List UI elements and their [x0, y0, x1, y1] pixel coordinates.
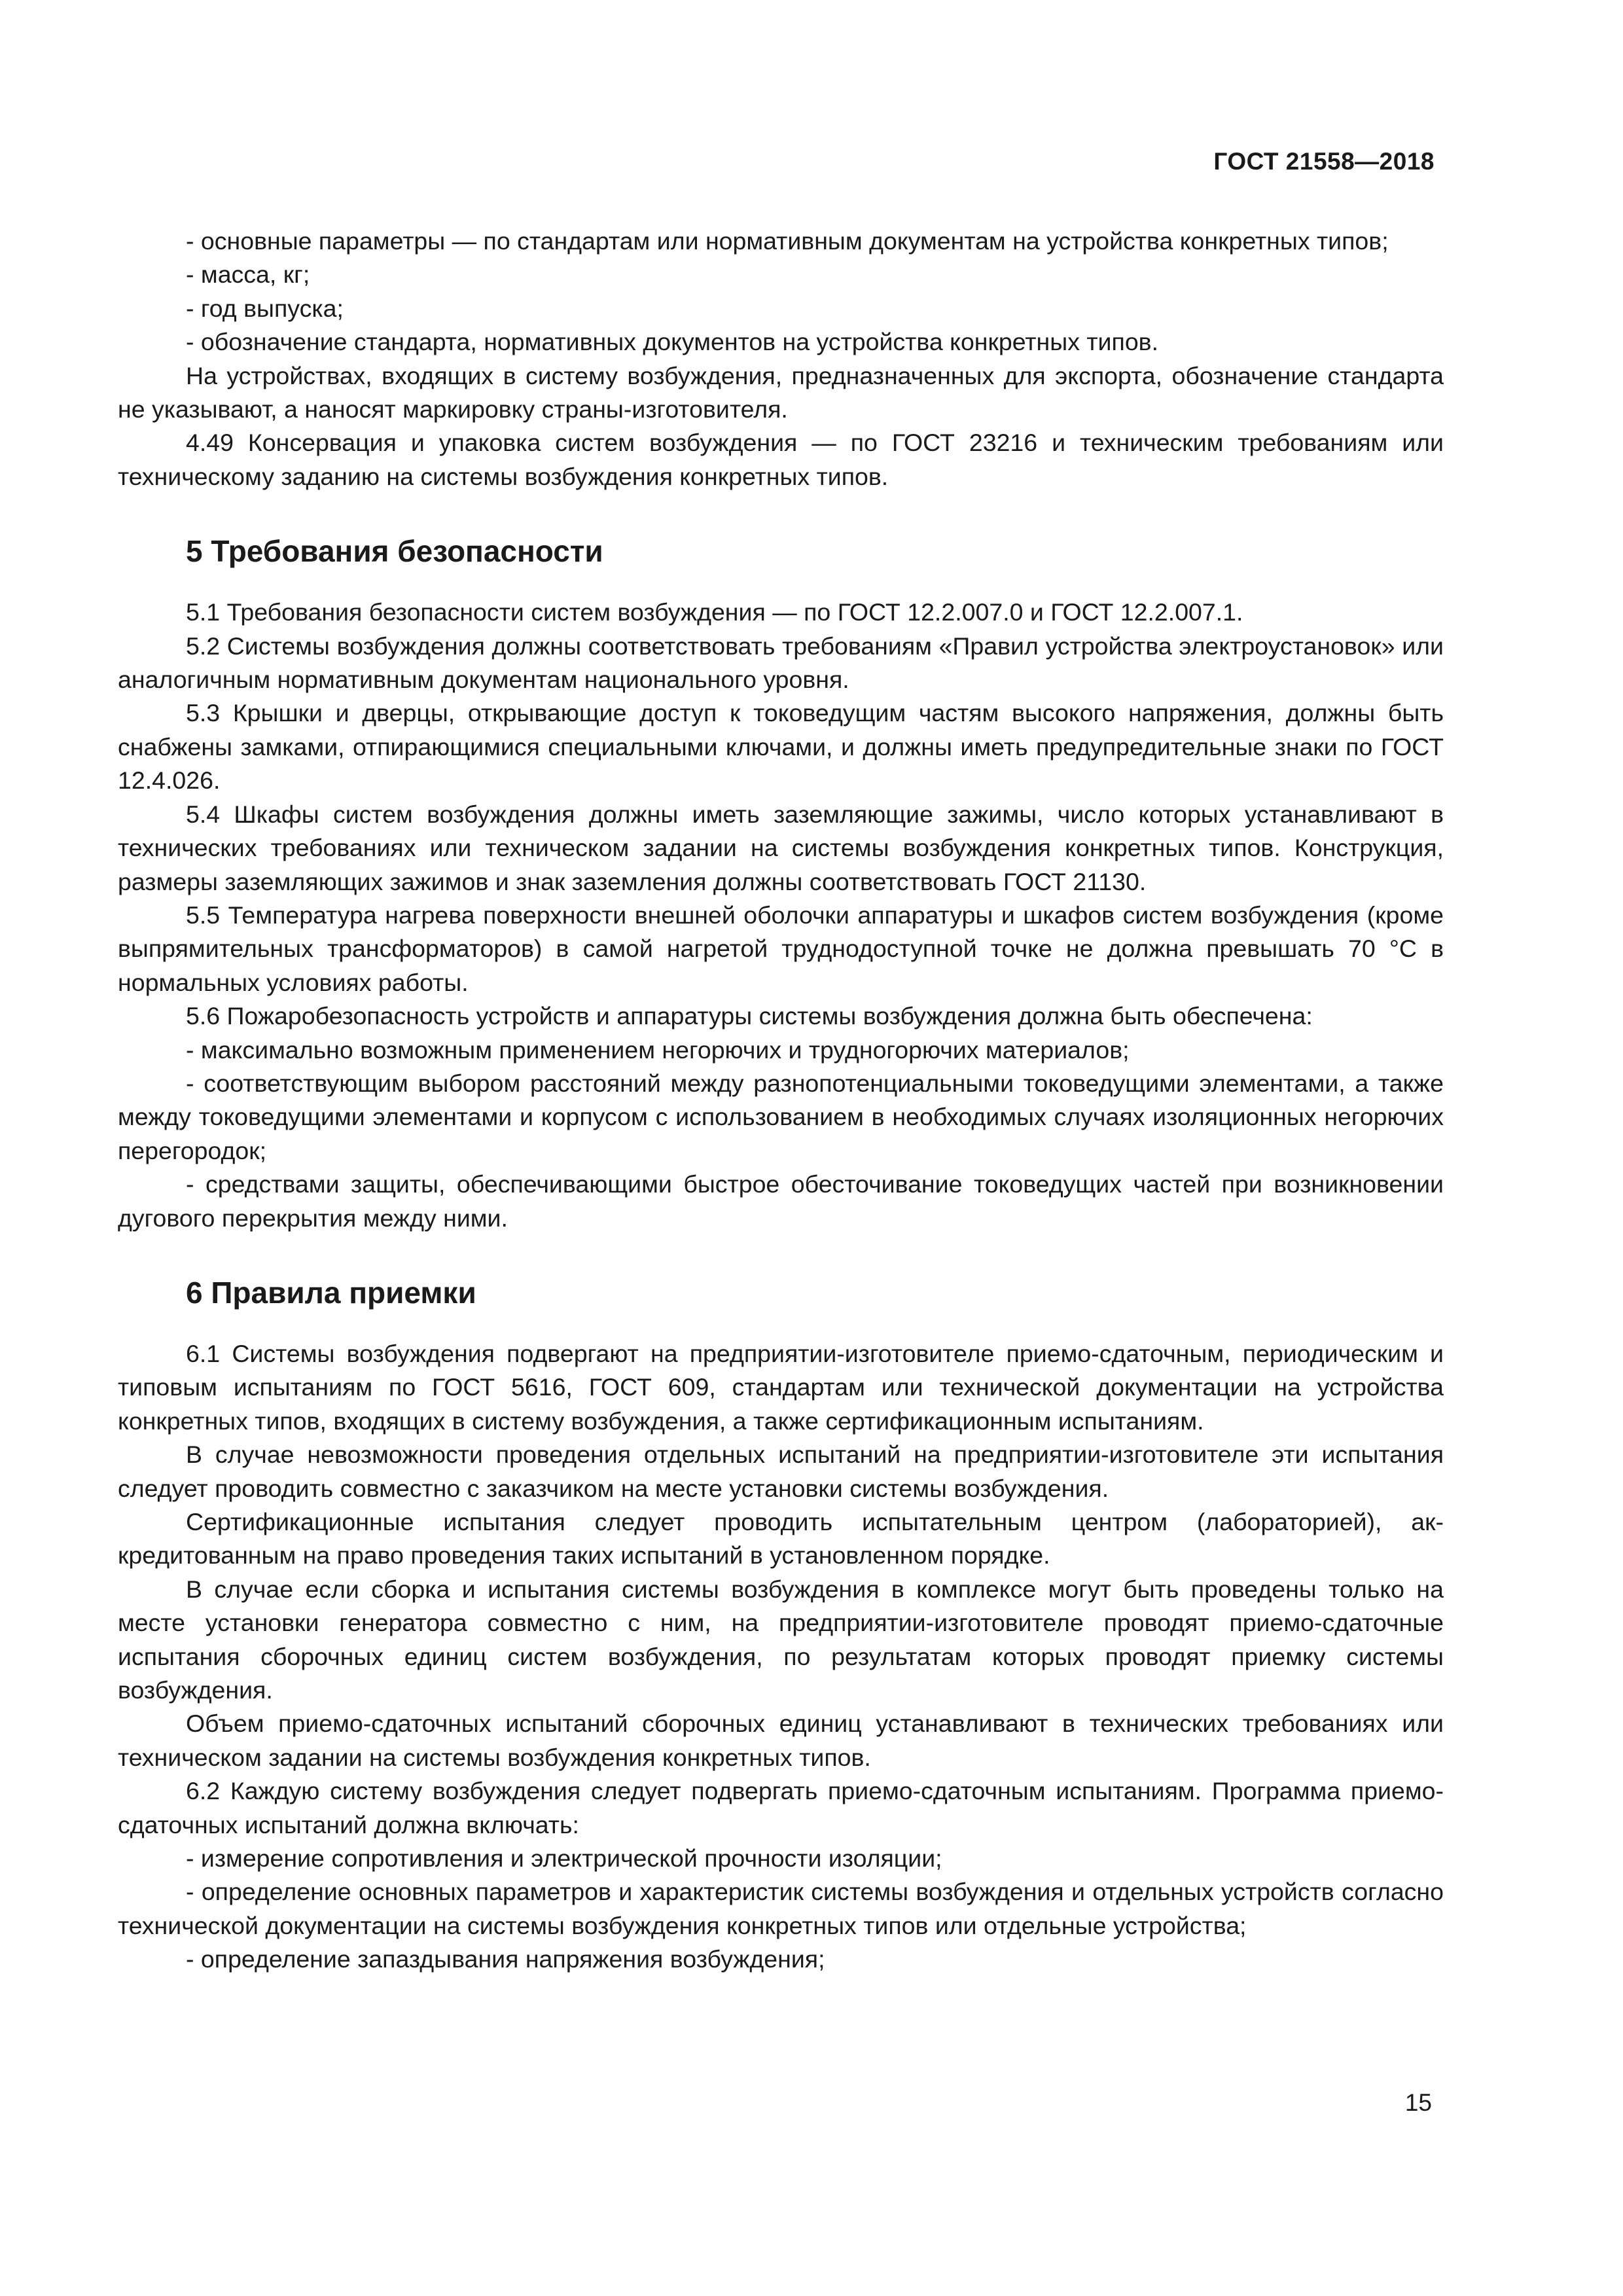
paragraph: В случае если сборка и испытания системы возбуждения в комплексе могут быть проведены только на месте установки генератора совместно с ним, на предприятии-изготовителе проводят приемо-сдаточные испытания сборочных единиц систем возбуждения, по результатам которых проводят приемку системы возбуждения.	[118, 1575, 1444, 1704]
section-6-heading: 6 Правила приемки	[186, 1275, 476, 1310]
paragraph-5-4: 5.4 Шкафы систем возбуждения должны иметь заземляющие зажимы, число которых устанавливают в технических требованиях или техническом задании на системы возбуждения конкретных типов. Конструкция, размеры заземляющих зажимов и знак заземления должны соответствовать ГОСТ 21130.	[118, 800, 1444, 895]
paragraph-5-1: 5.1 Требования безопасности систем возбуждения — по ГОСТ 12.2.007.0 и ГОСТ 12.2.007.1.	[186, 598, 1243, 626]
list-item: - максимально возможным применением негорючих и трудногорючих материалов;	[186, 1035, 1130, 1064]
paragraph: На устройствах, входящих в систему возбуждения, предназначенных для экспорта, обозначение стандарта не указывают, а наносят маркировку страны-изготовителя.	[118, 361, 1444, 423]
paragraph-5-2: 5.2 Системы возбуждения должны соответствовать требованиям «Правил устройства электроустановок» или аналогичным нормативным документам национального уровня.	[118, 632, 1444, 694]
paragraph-6-2: 6.2 Каждую систему возбуждения следует подвергать приемо-сдаточным испытаниям. Программа приемо-сдаточных испытаний должна включать:	[118, 1777, 1444, 1839]
document-body	[118, 224, 1444, 1977]
list-item: - масса, кг;	[186, 260, 310, 289]
paragraph-6-1: 6.1 Системы возбуждения подвергают на предприятии-изготовителе приемо-сдаточным, периодическим и типовым испытаниям по ГОСТ 5616, ГОСТ 609, стандартам или технической документации на устройства конкретных типов, входящих в систему возбуждения, а также сертификационным испытаниям.	[118, 1339, 1444, 1435]
paragraph-4-49: 4.49 Консервация и упаковка систем возбуждения — по ГОСТ 23216 и техническим требованиям или техническому заданию на системы возбуждения конкретных типов.	[118, 429, 1444, 490]
list-item: - обозначение стандарта, нормативных документов на устройства конкретных типов.	[186, 328, 1159, 356]
list-item: - основные параметры — по стандартам или нормативным документам на устройства конкретных типов;	[186, 227, 1389, 255]
paragraph: В случае невозможности проведения отдельных испытаний на предприятии-изготовителе эти испытания следует проводить совместно с заказчиком на месте установки системы возбуждения.	[118, 1441, 1444, 1502]
paragraph-5-3: 5.3 Крышки и дверцы, открывающие доступ к токоведущим частям высокого напряжения, должны быть снабжены замками, отпирающимися специальными ключами, и должны иметь предупредительные знаки по ГОСТ 12.4.026.	[118, 699, 1444, 795]
section-5-heading: 5 Требования безопасности	[186, 534, 603, 569]
document-code-header: ГОСТ 21558—2018	[1213, 148, 1435, 175]
page-number: 15	[1404, 2089, 1432, 2116]
paragraph-5-6: 5.6 Пожаробезопасность устройств и аппаратуры системы возбуждения должна быть обеспечена:	[186, 1002, 1313, 1030]
paragraph-5-5: 5.5 Температура нагрева поверхности внешней оболочки аппаратуры и шкафов систем возбуждения (кроме выпрямительных трансформаторов) в самой нагретой труднодоступной точке не должна превышать 70 °С в нормальных условиях работы.	[118, 901, 1444, 996]
list-item: - измерение сопротивления и электрической прочности изоляции;	[186, 1844, 942, 1873]
list-item: - год выпуска;	[186, 294, 344, 322]
list-item: - средствами защиты, обеспечивающими быстрое обесточивание токоведущих частей при возникновении дугового перекрытия между ними.	[118, 1170, 1444, 1232]
paragraph: Объем приемо-сдаточных испытаний сборочных единиц устанавливают в технических требованиях или техническом задании на системы возбуждения конкретных типов.	[118, 1710, 1444, 1771]
list-item: - соответствующим выбором расстояний между разнопотенциальными токоведущими элементами, а также между токоведущими элементами и корпусом с использованием в необходимых случаях изоляционных негорючих перегородок;	[118, 1069, 1444, 1164]
list-item: - определение основных параметров и характеристик системы возбуждения и отдельных устройств согласно технической документации на системы возбуждения конкретных типов или отдельные устройства;	[118, 1878, 1444, 1939]
paragraph: Сертификационные испытания следует проводить испытательным центром (лабораторией), аккредитованным на право проведения таких испытаний в установленном порядке.	[118, 1508, 1444, 1570]
list-item: - определение запаздывания напряжения возбуждения;	[186, 1945, 825, 1973]
